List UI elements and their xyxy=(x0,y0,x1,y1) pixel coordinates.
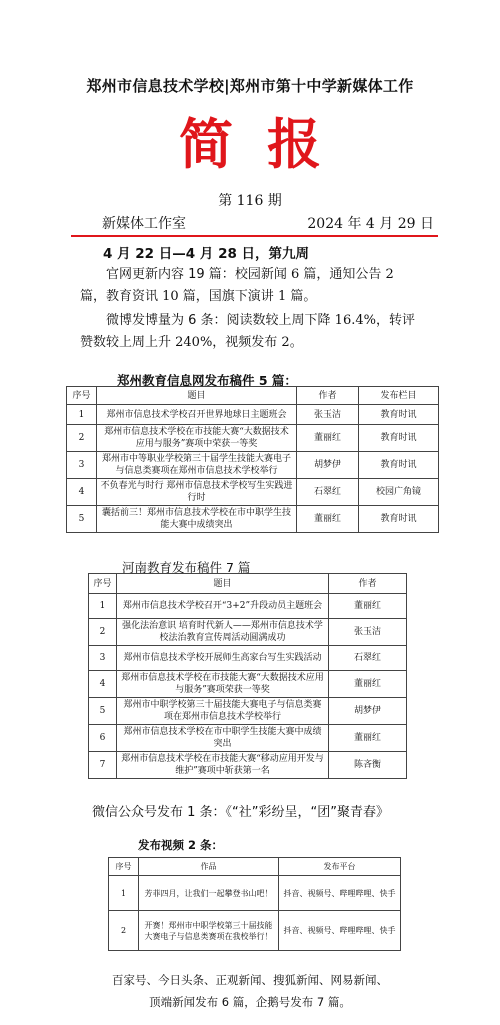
col-header: 作品 xyxy=(139,858,279,876)
footer-line-1: 百家号、今日头条、正观新闻、搜狐新闻、网易新闻、 xyxy=(112,973,388,987)
cell: 郑州市信息技术学校在市技能大赛“移动应用开发与维护”赛项中斩获第一名 xyxy=(117,752,329,779)
cell: 开赛！郑州市中职学校第三十届技能大赛电子与信息类赛项在我校举行！ xyxy=(139,911,279,951)
cell: 囊括前三！郑州市信息技术学校在市中职学生技能大赛中成绩突出 xyxy=(97,506,297,533)
table1-caption: 郑州教育信息网发布稿件 5 篇： xyxy=(117,373,297,388)
cell: 不负春光与时行 郑州市信息技术学校写生实践进行时 xyxy=(97,479,297,506)
table-row xyxy=(89,698,407,725)
cell: 郑州市信息技术学校召开世界地球日主题班会 xyxy=(97,405,297,425)
col-header: 题目 xyxy=(97,387,297,405)
cell: 郑州市中等职业学校第三十届学生技能大赛电子与信息类赛项在郑州市信息技术学校举行 xyxy=(97,452,297,479)
table3-caption: 发布视频 2 条： xyxy=(138,838,224,852)
cell: 5 xyxy=(89,698,117,725)
header-divider xyxy=(71,235,438,237)
cell: 4 xyxy=(67,479,97,506)
bulletin-title: 简报 xyxy=(179,112,355,176)
cell: 郑州市信息技术学校在市技能大赛“大数据技术应用与服务”赛项中荣获一等奖 xyxy=(97,425,297,452)
weibo-summary-text: 阅读数较上周下降 16.4%，转评赞数较上周上升 240%，视频发布 2。 xyxy=(80,313,415,350)
cell: 石翠红 xyxy=(329,646,407,671)
cell: 1 xyxy=(109,876,139,911)
week-range: 4 月 22 日—4 月 28 日，第九周 xyxy=(103,246,310,262)
table2-caption: 河南教育发布稿件 7 篇 xyxy=(122,560,251,575)
website-summary-lead: 官网更新内容 19 篇： xyxy=(106,267,235,282)
cell: 4 xyxy=(89,671,117,698)
cell: 郑州市信息技术学校在市技能大赛“大数据技术应用与服务”赛项荣获一等奖 xyxy=(117,671,329,698)
cell: 董丽红 xyxy=(297,425,359,452)
cell: 6 xyxy=(89,725,117,752)
other-platforms-summary xyxy=(60,969,440,1013)
cell: 董丽红 xyxy=(329,671,407,698)
weibo-summary-lead: 微博发博量为 6 条： xyxy=(106,313,227,328)
cell: 董丽红 xyxy=(329,725,407,752)
table-row xyxy=(109,911,401,951)
organization-header: 郑州市信息技术学校|郑州市第十中学新媒体工作 xyxy=(86,77,414,95)
weibo-summary xyxy=(80,310,420,354)
cell: 教育时讯 xyxy=(359,452,439,479)
cell: 1 xyxy=(67,405,97,425)
issue-number: 第 116 期 xyxy=(218,193,282,209)
col-header: 题目 xyxy=(117,574,329,594)
cell: 抖音、视频号、哔哩哔哩、快手 xyxy=(279,911,401,951)
table-row xyxy=(67,425,439,452)
cell: 2 xyxy=(89,619,117,646)
footer-line-2: 顶端新闻发布 6 篇，企鹅号发布 7 篇。 xyxy=(149,995,351,1009)
table-row xyxy=(67,506,439,533)
cell: 抖音、视频号、哔哩哔哩、快手 xyxy=(279,876,401,911)
cell: 3 xyxy=(89,646,117,671)
col-header: 作者 xyxy=(297,387,359,405)
wechat-summary: 微信公众号发布 1 条：《“社”彩纷呈，“团”聚青春》 xyxy=(92,805,389,820)
table-row xyxy=(67,479,439,506)
table-row xyxy=(89,619,407,646)
table-row xyxy=(89,725,407,752)
cell: 张玉洁 xyxy=(329,619,407,646)
table-row xyxy=(89,646,407,671)
cell: 张玉洁 xyxy=(297,405,359,425)
henan-edu-table xyxy=(88,573,407,779)
cell: 7 xyxy=(89,752,117,779)
cell: 教育时讯 xyxy=(359,425,439,452)
table-row xyxy=(89,594,407,619)
cell: 强化法治意识 培育时代新人——郑州市信息技术学校法治教育宣传周活动圆满成功 xyxy=(117,619,329,646)
table-header-row xyxy=(89,574,407,594)
col-header: 序号 xyxy=(109,858,139,876)
table-row xyxy=(67,452,439,479)
cell: 教育时讯 xyxy=(359,405,439,425)
col-header: 序号 xyxy=(67,387,97,405)
table-row xyxy=(89,752,407,779)
table-header-row xyxy=(109,858,401,876)
website-summary xyxy=(80,264,420,308)
cell: 董丽红 xyxy=(329,594,407,619)
cell: 郑州市中职学校第三十届技能大赛电子与信息类赛项在郑州市信息技术学校举行 xyxy=(117,698,329,725)
cell: 2 xyxy=(109,911,139,951)
table-header-row xyxy=(67,387,439,405)
website-summary-text: 校园新闻 6 篇，通知公告 2 篇，教育资讯 10 篇，国旗下演讲 1 篇。 xyxy=(80,267,394,304)
table-row xyxy=(109,876,401,911)
table-row xyxy=(89,671,407,698)
cell: 教育时讯 xyxy=(359,506,439,533)
cell: 郑州市信息技术学校召开“3+2”升段动员主题班会 xyxy=(117,594,329,619)
cell: 胡梦伊 xyxy=(297,452,359,479)
cell: 1 xyxy=(89,594,117,619)
col-header: 发布平台 xyxy=(279,858,401,876)
cell: 胡梦伊 xyxy=(329,698,407,725)
cell: 董丽红 xyxy=(297,506,359,533)
cell: 郑州市信息技术学校开展师生高家台写生实践活动 xyxy=(117,646,329,671)
col-header: 作者 xyxy=(329,574,407,594)
cell: 陈吝衡 xyxy=(329,752,407,779)
cell: 2 xyxy=(67,425,97,452)
publish-date: 2024 年 4 月 29 日 xyxy=(307,216,434,232)
cell: 校园广角镜 xyxy=(359,479,439,506)
cell: 5 xyxy=(67,506,97,533)
cell: 石翠红 xyxy=(297,479,359,506)
office-name: 新媒体工作室 xyxy=(102,216,186,232)
cell: 芳菲四月，让我们一起攀登书山吧！ xyxy=(139,876,279,911)
col-header: 序号 xyxy=(89,574,117,594)
cell: 3 xyxy=(67,452,97,479)
video-table xyxy=(108,857,401,951)
zhengzhou-edu-table xyxy=(66,386,439,533)
col-header: 发布栏目 xyxy=(359,387,439,405)
cell: 郑州市信息技术学校在市中职学生技能大赛中成绩突出 xyxy=(117,725,329,752)
table-row xyxy=(67,405,439,425)
